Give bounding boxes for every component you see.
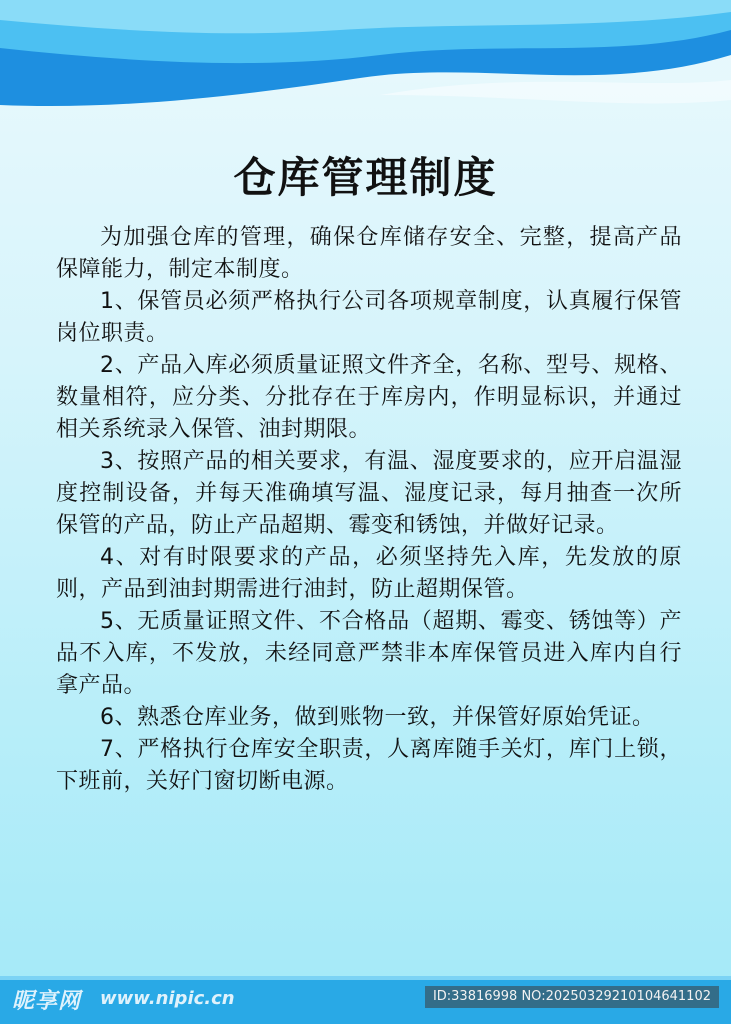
header-wave-decoration [0, 0, 731, 130]
rule-item-5: 5、无质量证照文件、不合格品（超期、霉变、锈蚀等）产品不入库，不发放，未经同意严禁非本库保管员进入库内自行拿产品。 [56, 609, 682, 698]
rule-item-2: 2、产品入库必须质量证照文件齐全，名称、型号、规格、数量相符，应分类、分批存在于库房内，作明显标识，并通过相关系统录入保管、油封期限。 [56, 353, 682, 442]
footer-divider [0, 976, 731, 980]
page-title: 仓库管理制度 [233, 153, 498, 202]
rule-item-6: 6、熟悉仓库业务，做到账物一致，并保管好原始凭证。 [100, 705, 655, 730]
rule-item-4: 4、对有时限要求的产品，必须坚持先入库，先发放的原则，产品到油封期需进行油封，防止超期保管。 [56, 545, 682, 602]
rule-item-3: 3、按照产品的相关要求，有温、湿度要求的，应开启温湿度控制设备，并每天准确填写温、湿度记录，每月抽查一次所保管的产品，防止产品超期、霉变和锈蚀，并做好记录。 [56, 449, 682, 538]
intro-paragraph: 为加强仓库的管理，确保仓库储存安全、完整，提高产品保障能力，制定本制度。 [56, 225, 682, 282]
image-id-label: ID:33816998 NO:20250329210104641102 [425, 986, 719, 1008]
watermark-logo: 昵享网 [12, 989, 82, 1014]
rule-item-1: 1、保管员必须严格执行公司各项规章制度，认真履行保管岗位职责。 [56, 289, 682, 346]
regulation-body [56, 222, 682, 798]
rule-item-7: 7、严格执行仓库安全职责，人离库随手关灯，库门上锁，下班前，关好门窗切断电源。 [56, 737, 682, 794]
watermark-site: www.nipic.cn [100, 988, 235, 1009]
